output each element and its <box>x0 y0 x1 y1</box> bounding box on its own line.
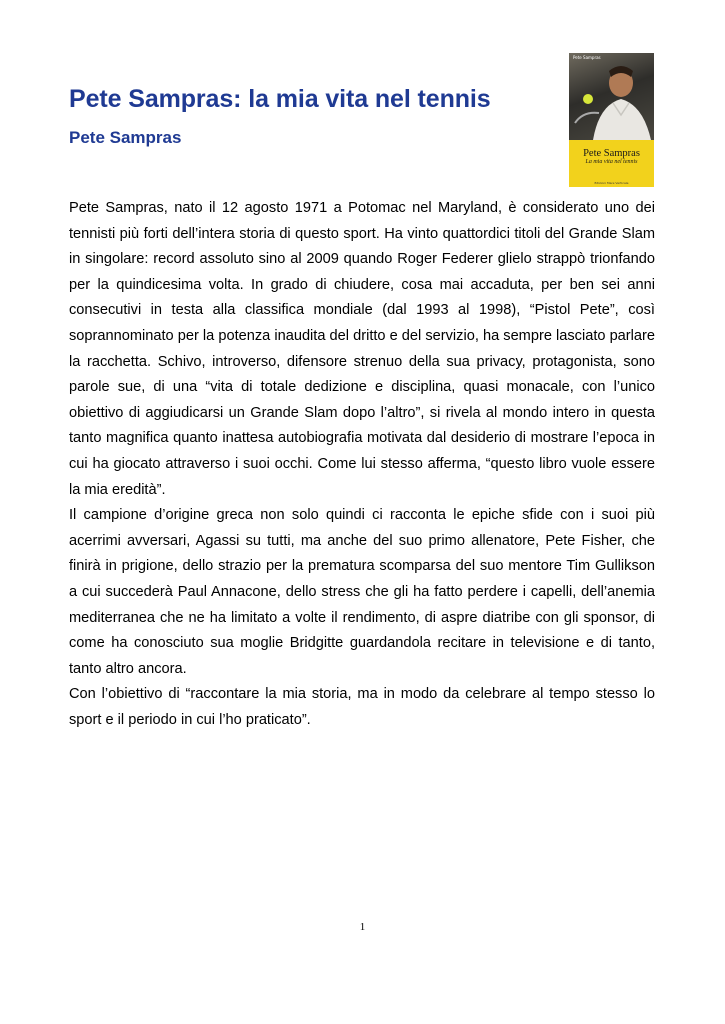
paragraph: Con l’obiettivo di “raccontare la mia storia, ma in modo da celebrare al tempo stesso lo sport e il periodo in cui l’ho praticato”. <box>69 686 655 728</box>
page-number: 1 <box>359 921 366 933</box>
body-text <box>69 196 655 733</box>
cover-badge: Pete Sampras <box>573 55 601 60</box>
document-title: Pete Sampras: la mia vita nel tennis <box>69 85 491 113</box>
document-author: Pete Sampras <box>69 128 182 147</box>
paragraph: Il campione d’origine greca non solo quindi ci racconta le epiche sfide con i suoi più acerrimi avversari, Agassi su tutti, ma anche del suo primo allenatore, Pete Fisher, che finirà in prigione, dello strazio per la prematura scomparsa del suo mentore Tim Gullikson a cui succederà Paul Annacone, dello stress che gli ha fatto perdere i capelli, dell’anemia mediterranea che ne ha limitato a volte il rendimento, di aspre diatribe con gli sponsor, di come ha conosciuto sua moglie Bridgitte guardandola recitare in televisione e di tanto, tanto altro ancora. <box>69 507 655 677</box>
tennis-player-illustration <box>569 53 654 140</box>
book-cover-image <box>569 53 654 187</box>
cover-photo <box>569 53 654 140</box>
paragraph: Pete Sampras, nato il 12 agosto 1971 a Potomac nel Maryland, è considerato uno dei tennisti più forti dell’intera storia di questo sport. Ha vinto quattordici titoli del Grande Slam in singolare: record assoluto sino al 2009 quando Roger Federer glielo strappò trionfando per la quindicesima volta. In grado di chiudere, cosa mai accaduta, per ben sei anni consecutivi in testa alla classifica mondiale (dal 1993 al 1998), “Pistol Pete”, così soprannominato per la potenza inaudita del dritto e del servizio, ha sempre lasciato parlare la racchetta. Schivo, introverso, difensore strenuo della sua privacy, protagonista, sono parole sue, di una “vita di totale dedizione e disciplina, quasi monacale, con l’unico obiettivo di aggiudicarsi un Grande Slam dopo l’altro”, si rivela al mondo intero in questa tanto magnifica quanto inattesa autobiografia motivata dal desiderio di mostrare l’epoca in cui ha giocato attraverso i suoi occhi. Come lui stesso afferma, “questo libro vuole essere la mia eredità”. <box>69 200 655 498</box>
cover-title-band <box>569 140 654 187</box>
cover-title: Pete Sampras <box>583 148 640 159</box>
cover-subtitle: La mia vita nel tennis <box>585 159 638 165</box>
cover-publisher: Edizioni Mare Verticale <box>594 181 629 185</box>
